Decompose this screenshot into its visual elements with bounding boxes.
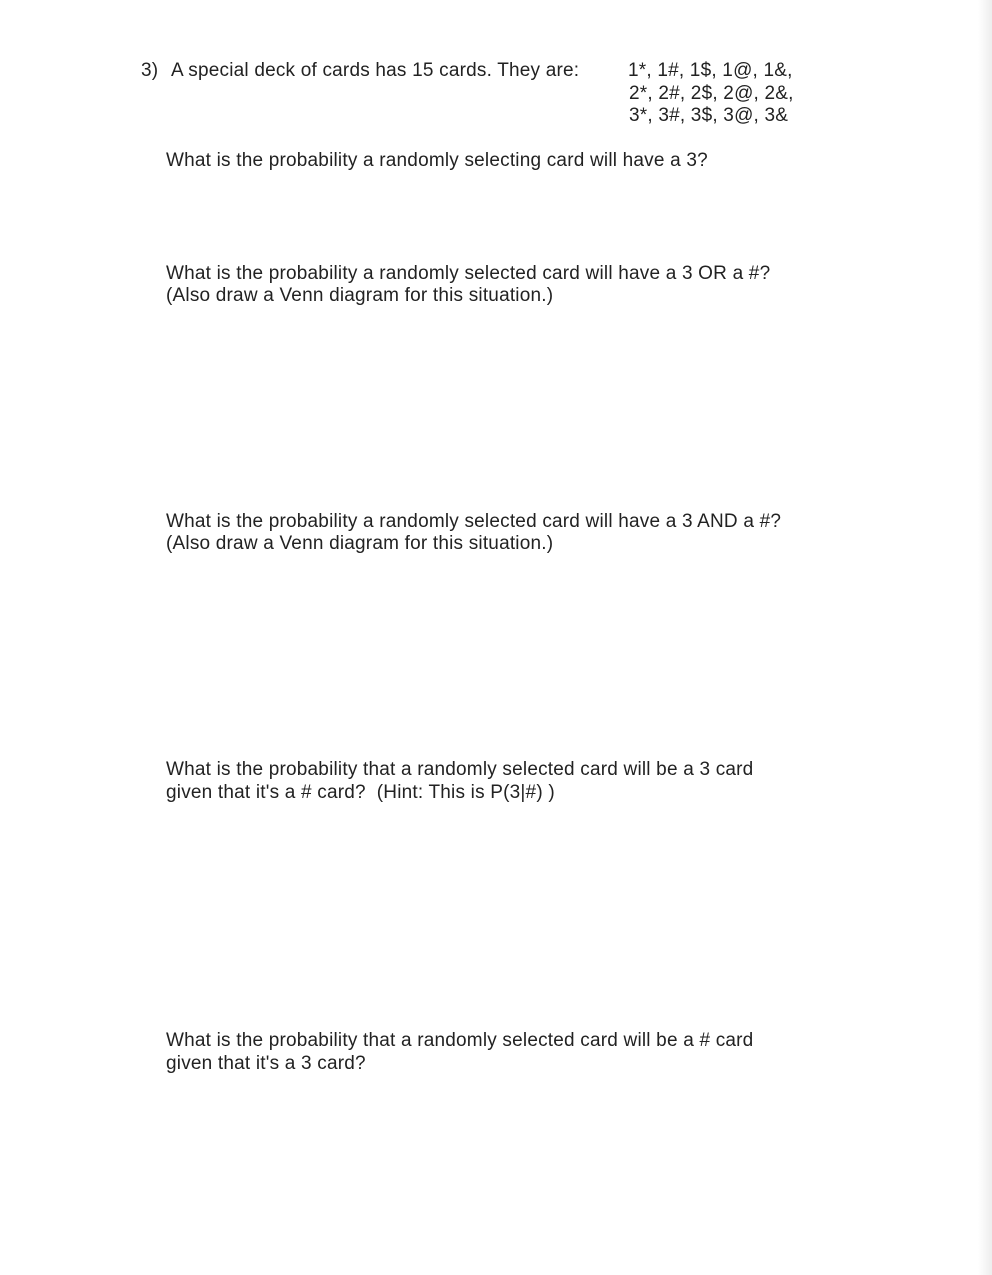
question-4-continuation: given that it's a # card? (Hint: This is P(3|#) ) (166, 782, 555, 803)
problem-intro: A special deck of cards has 15 cards. They are: (171, 60, 580, 81)
question-2-note: (Also draw a Venn diagram for this situation.) (166, 285, 554, 306)
question-2-text: What is the probability a randomly selected card will have a 3 OR a #? (166, 263, 771, 284)
problem-number: 3) (141, 60, 159, 81)
question-3-note: (Also draw a Venn diagram for this situation.) (166, 533, 554, 554)
deck-row: 3*, 3#, 3$, 3@, 3& (629, 105, 789, 126)
deck-row: 2*, 2#, 2$, 2@, 2&, (629, 83, 794, 104)
question-1-text: What is the probability a randomly selecting card will have a 3? (166, 150, 708, 171)
question-5-continuation: given that it's a 3 card? (166, 1053, 366, 1074)
question-3-text: What is the probability a randomly selected card will have a 3 AND a #? (166, 511, 782, 532)
page-edge-shadow (978, 0, 992, 1275)
question-5-text: What is the probability that a randomly selected card will be a # card (166, 1030, 754, 1051)
deck-row: 1*, 1#, 1$, 1@, 1&, (628, 60, 793, 81)
question-4-text: What is the probability that a randomly selected card will be a 3 card (166, 759, 754, 780)
